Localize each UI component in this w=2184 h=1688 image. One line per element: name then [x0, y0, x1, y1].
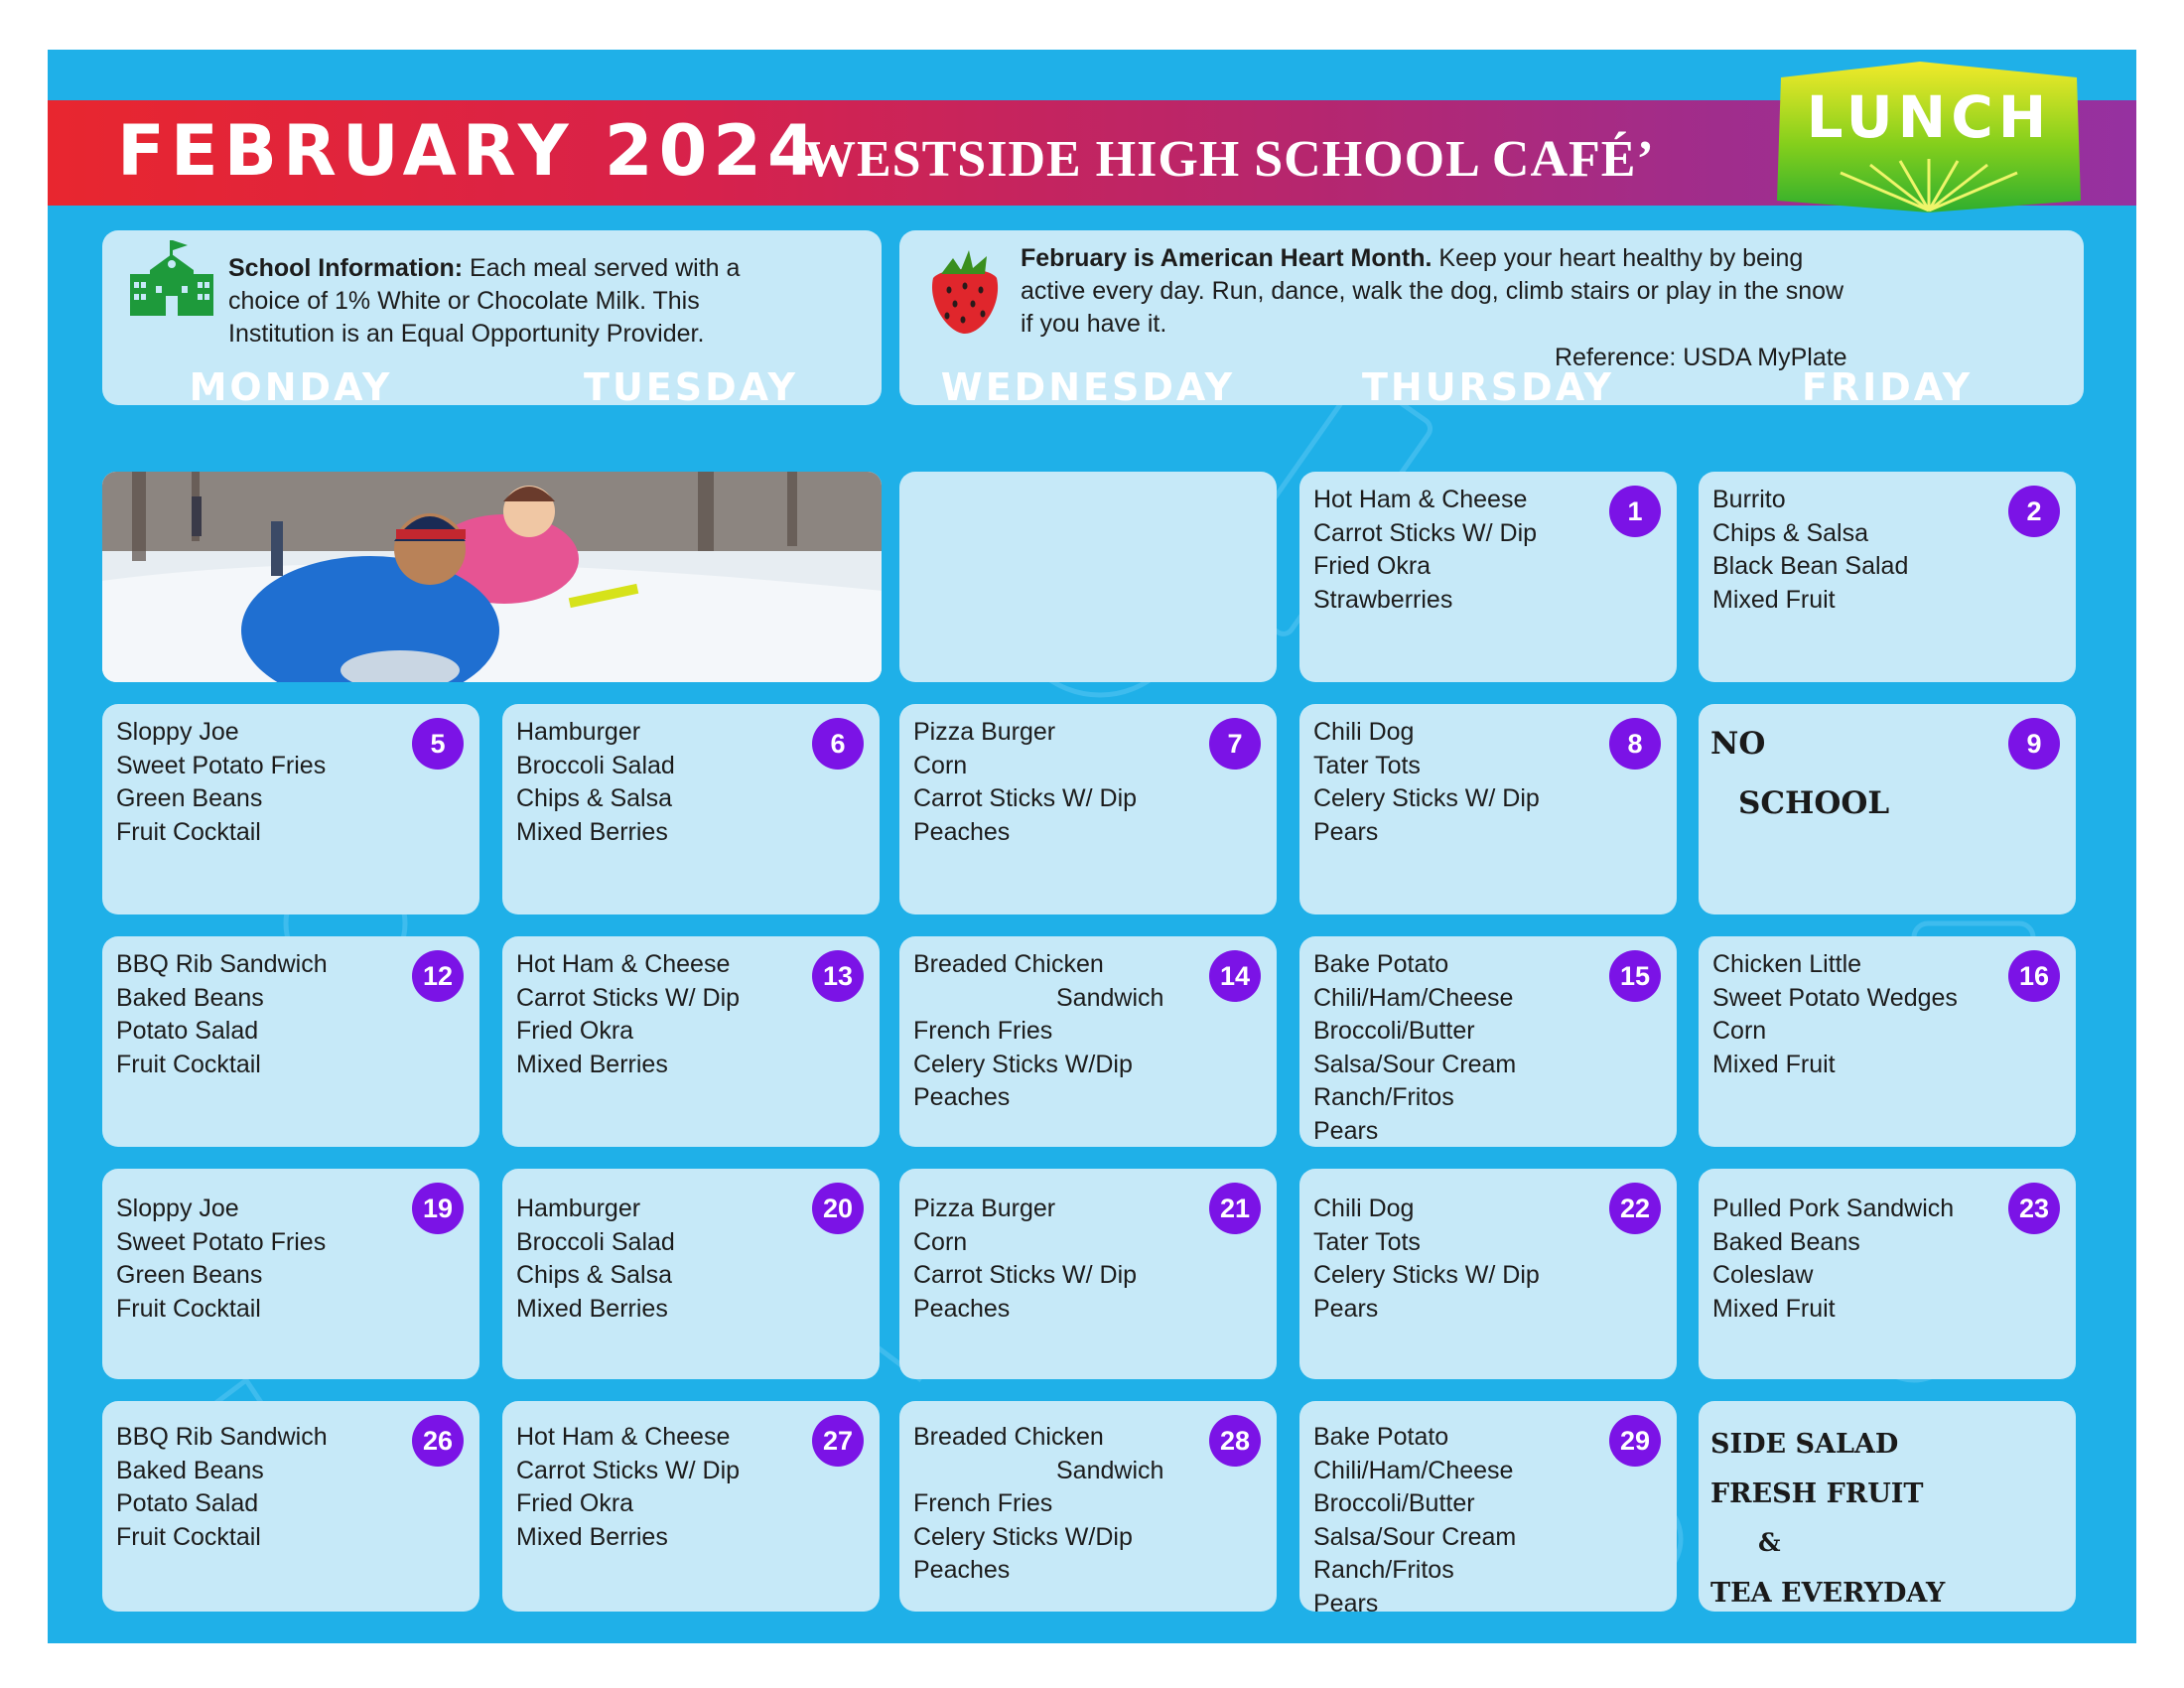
menu-item: French Fries: [913, 1489, 1053, 1517]
menu-item: Fried Okra: [516, 1017, 634, 1045]
date-number: 29: [1609, 1415, 1661, 1467]
date-number: 13: [812, 950, 864, 1002]
no-school-line2: SCHOOL: [1738, 785, 1890, 821]
menu-item: Breaded Chicken: [913, 1423, 1104, 1451]
school-name: WESTSIDE HIGH SCHOOL CAFÉ’: [804, 131, 1655, 188]
menu-item: Baked Beans: [1712, 1227, 1860, 1256]
menu-cell-feb-27: [502, 1401, 880, 1612]
menu-item: Chips & Salsa: [1712, 518, 1869, 547]
school-info-line2: choice of 1% White or Chocolate Milk. This: [228, 287, 700, 315]
menu-cell-feb-16: [1699, 936, 2076, 1147]
menu-cell-feb-13: [502, 936, 880, 1147]
menu-item: Hot Ham & Cheese: [516, 1423, 731, 1451]
extras-line2: FRESH FRUIT: [1710, 1478, 1924, 1509]
menu-items: [913, 1193, 1137, 1326]
heart-month-line2: active every day. Run, dance, walk the dog, climb stairs or play in the snow: [1021, 277, 1844, 305]
menu-item: Baked Beans: [116, 1456, 264, 1484]
day-header-monday: MONDAY: [189, 365, 393, 409]
menu-item: Chips & Salsa: [516, 784, 673, 812]
menu-cell-feb-29: [1299, 1401, 1677, 1612]
menu-item: Carrot Sticks W/ Dip: [913, 784, 1138, 812]
date-number: 26: [412, 1415, 464, 1467]
menu-cell-feb-5: [102, 704, 479, 914]
menu-items: [1313, 484, 1537, 617]
date-number: 8: [1609, 718, 1661, 770]
heart-month-text: [1021, 242, 1843, 341]
menu-cell-feb-22: [1299, 1169, 1677, 1379]
date-number: 12: [412, 950, 464, 1002]
date-number: 5: [412, 718, 464, 770]
menu-item: Pears: [1313, 1294, 1379, 1323]
menu-item: Celery Sticks W/Dip: [913, 1050, 1133, 1078]
menu-item: Burrito: [1712, 486, 1786, 513]
menu-cell-feb-23: [1699, 1169, 2076, 1379]
date-number: 6: [812, 718, 864, 770]
heart-month-line1: Keep your heart healthy by being: [1432, 244, 1804, 272]
heart-month-heading: February is American Heart Month.: [1021, 244, 1433, 272]
school-building-icon: [130, 240, 213, 316]
menu-item: Sweet Potato Fries: [116, 1227, 327, 1256]
menu-item: Green Beans: [116, 784, 263, 812]
menu-item: Mixed Berries: [516, 1522, 668, 1551]
menu-items: [1313, 1421, 1516, 1612]
menu-item: Bake Potato: [1313, 1423, 1449, 1451]
menu-items: [1313, 948, 1516, 1147]
menu-item: Hamburger: [516, 1195, 641, 1222]
menu-item: Celery Sticks W/ Dip: [1313, 784, 1540, 812]
menu-item: Sandwich: [1056, 1456, 1164, 1484]
menu-item: Pizza Burger: [913, 718, 1056, 746]
menu-items: [1313, 716, 1540, 849]
menu-items: [913, 948, 1163, 1115]
day-header-wednesday: WEDNESDAY: [940, 365, 1236, 409]
menu-item: Mixed Berries: [516, 1050, 668, 1078]
school-info-line3: Institution is an Equal Opportunity Provider.: [228, 320, 705, 348]
empty-cell-wednesday: [899, 472, 1277, 682]
menu-items: [116, 948, 328, 1081]
menu-items: [116, 716, 326, 849]
menu-item: Broccoli/Butter: [1313, 1489, 1475, 1517]
menu-items: [116, 1421, 328, 1554]
menu-items: [913, 1421, 1163, 1588]
month-title: FEBRUARY 2024: [117, 110, 822, 192]
date-number: 27: [812, 1415, 864, 1467]
heart-month-reference: Reference: USDA MyPlate: [1555, 344, 1847, 371]
date-number: 7: [1209, 718, 1261, 770]
menu-item: Pizza Burger: [913, 1195, 1056, 1222]
menu-items: [116, 1193, 326, 1326]
menu-item: Fruit Cocktail: [116, 1050, 261, 1078]
date-number: 28: [1209, 1415, 1261, 1467]
menu-item: Baked Beans: [116, 983, 264, 1012]
menu-item: Strawberries: [1313, 585, 1453, 614]
menu-items: [1712, 484, 1908, 617]
menu-item: Broccoli Salad: [516, 751, 675, 779]
menu-item: Corn: [913, 1227, 968, 1256]
menu-item: Fruit Cocktail: [116, 1522, 261, 1551]
menu-item: Peaches: [913, 1294, 1011, 1323]
no-school-line1: NO: [1710, 726, 1766, 762]
menu-cell-feb-2: [1699, 472, 2076, 682]
menu-items: [516, 1193, 675, 1326]
day-header-thursday: THURSDAY: [1361, 365, 1615, 409]
menu-item: Corn: [913, 751, 968, 779]
strawberry-icon: [923, 244, 1005, 336]
menu-item: Broccoli/Butter: [1313, 1017, 1475, 1045]
school-info-heading: School Information:: [228, 254, 464, 282]
menu-cell-feb-12: [102, 936, 479, 1147]
sledding-kids-illustration: [102, 472, 882, 682]
menu-item: Hot Ham & Cheese: [516, 950, 731, 978]
menu-item: Salsa/Sour Cream: [1313, 1050, 1517, 1078]
day-header-friday: FRIDAY: [1801, 365, 1974, 409]
menu-item: Salsa/Sour Cream: [1313, 1522, 1517, 1551]
menu-item: Sloppy Joe: [116, 718, 239, 746]
date-number: 15: [1609, 950, 1661, 1002]
menu-items: [516, 948, 740, 1081]
menu-item: Mixed Fruit: [1712, 1294, 1836, 1323]
menu-item: Mixed Berries: [516, 817, 668, 846]
menu-item: Hamburger: [516, 718, 641, 746]
date-number: 9: [2008, 718, 2060, 770]
menu-item: Hot Ham & Cheese: [1313, 486, 1528, 513]
menu-item: Tater Tots: [1313, 751, 1421, 779]
menu-item: Carrot Sticks W/ Dip: [913, 1261, 1138, 1289]
menu-item: Chili/Ham/Cheese: [1313, 1456, 1514, 1484]
heart-month-line3: if you have it.: [1021, 310, 1167, 338]
menu-cell-feb-7: [899, 704, 1277, 914]
menu-item: Fruit Cocktail: [116, 817, 261, 846]
menu-item: Carrot Sticks W/ Dip: [516, 983, 741, 1012]
menu-item: Sweet Potato Fries: [116, 751, 327, 779]
school-info-text: [228, 252, 740, 351]
menu-item: Carrot Sticks W/ Dip: [516, 1456, 741, 1484]
menu-item: Mixed Berries: [516, 1294, 668, 1323]
menu-item: Bake Potato: [1313, 950, 1449, 978]
menu-item: Ranch/Fritos: [1313, 1083, 1454, 1111]
menu-items: [913, 716, 1137, 849]
school-info-line1: Each meal served with a: [463, 254, 741, 282]
date-number: 14: [1209, 950, 1261, 1002]
menu-item: Pulled Pork Sandwich: [1712, 1195, 1955, 1222]
menu-item: Chili Dog: [1313, 718, 1415, 746]
extras-line4: TEA EVERYDAY: [1710, 1578, 1946, 1609]
menu-item: Corn: [1712, 1017, 1767, 1045]
menu-item: Pears: [1313, 817, 1379, 846]
menu-item: Coleslaw: [1712, 1261, 1814, 1289]
menu-cell-feb-19: [102, 1169, 479, 1379]
menu-item: Celery Sticks W/ Dip: [1313, 1261, 1540, 1289]
day-header-tuesday: TUESDAY: [584, 365, 798, 409]
menu-item: BBQ Rib Sandwich: [116, 1423, 328, 1451]
menu-item: Sweet Potato Wedges: [1712, 983, 1958, 1012]
menu-item: Pears: [1313, 1116, 1379, 1145]
menu-item: Peaches: [913, 817, 1011, 846]
menu-item: Peaches: [913, 1083, 1011, 1111]
date-number: 21: [1209, 1183, 1261, 1234]
menu-item: Chili Dog: [1313, 1195, 1415, 1222]
menu-items: [1712, 948, 1958, 1081]
no-school-cell-feb-9: [1699, 704, 2076, 914]
menu-cell-feb-26: [102, 1401, 479, 1612]
menu-cell-feb-21: [899, 1169, 1277, 1379]
menu-item: Green Beans: [116, 1261, 263, 1289]
menu-items: [1712, 1193, 1954, 1326]
menu-item: Celery Sticks W/Dip: [913, 1522, 1133, 1551]
menu-item: Chicken Little: [1712, 950, 1862, 978]
date-number: 1: [1609, 486, 1661, 537]
menu-item: Sandwich: [1056, 983, 1164, 1012]
winter-sledding-photo: [102, 472, 882, 682]
menu-cell-feb-20: [502, 1169, 880, 1379]
menu-cell-feb-14: [899, 936, 1277, 1147]
menu-item: Fried Okra: [516, 1489, 634, 1517]
date-number: 20: [812, 1183, 864, 1234]
menu-item: Tater Tots: [1313, 1227, 1421, 1256]
date-number: 2: [2008, 486, 2060, 537]
menu-items: [1313, 1193, 1540, 1326]
extras-line1: SIDE SALAD: [1710, 1429, 1899, 1460]
menu-cell-feb-28: [899, 1401, 1277, 1612]
menu-items: [516, 716, 675, 849]
extras-ampersand: &: [1758, 1528, 1781, 1557]
menu-cell-feb-1: [1299, 472, 1677, 682]
menu-item: Carrot Sticks W/ Dip: [1313, 518, 1538, 547]
menu-item: Mixed Fruit: [1712, 585, 1836, 614]
menu-cell-feb-8: [1299, 704, 1677, 914]
date-number: 16: [2008, 950, 2060, 1002]
menu-item: Black Bean Salad: [1712, 552, 1909, 580]
menu-item: Broccoli Salad: [516, 1227, 675, 1256]
menu-item: Chips & Salsa: [516, 1261, 673, 1289]
menu-item: Fried Okra: [1313, 552, 1432, 580]
menu-item: Fruit Cocktail: [116, 1294, 261, 1323]
menu-item: BBQ Rib Sandwich: [116, 950, 328, 978]
menu-item: Potato Salad: [116, 1489, 259, 1517]
menu-item: Peaches: [913, 1556, 1011, 1584]
menu-items: [516, 1421, 740, 1554]
date-number: 19: [412, 1183, 464, 1234]
lunch-badge-label: LUNCH: [1806, 83, 2052, 151]
menu-item: Pears: [1313, 1589, 1379, 1612]
menu-item: Sloppy Joe: [116, 1195, 239, 1222]
menu-item: Ranch/Fritos: [1313, 1556, 1454, 1584]
menu-item: Mixed Fruit: [1712, 1050, 1836, 1078]
menu-cell-feb-6: [502, 704, 880, 914]
daily-extras-cell: [1699, 1401, 2076, 1612]
date-number: 22: [1609, 1183, 1661, 1234]
date-number: 23: [2008, 1183, 2060, 1234]
menu-item: Chili/Ham/Cheese: [1313, 983, 1514, 1012]
menu-item: Potato Salad: [116, 1017, 259, 1045]
menu-cell-feb-15: [1299, 936, 1677, 1147]
menu-item: French Fries: [913, 1017, 1053, 1045]
menu-item: Breaded Chicken: [913, 950, 1104, 978]
